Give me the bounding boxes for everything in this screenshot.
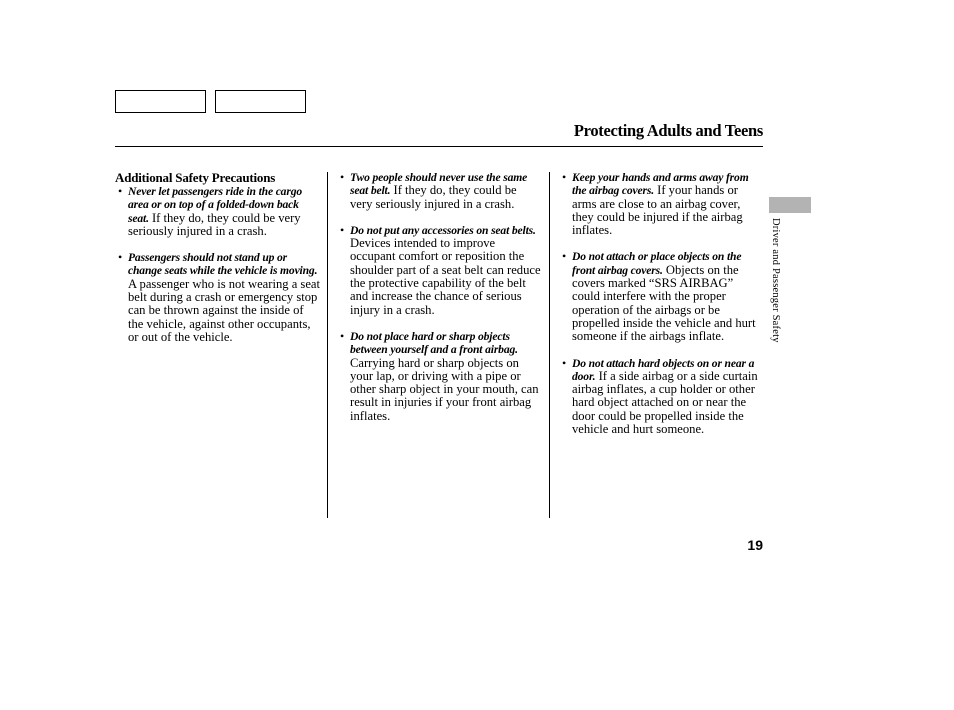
page-number: 19	[747, 537, 763, 553]
item-lead: Do not attach or place objects on the front airbag covers.	[572, 250, 742, 277]
item-lead: Do not attach hard objects on or near a door.	[572, 356, 755, 383]
item-lead: Two people should never use the same seat belt.	[350, 171, 528, 198]
item-text: If they do, they could be very seriously injured in a crash.	[350, 183, 517, 211]
item-text: If your hands or arms are close to an airbag cover, they could be injured if the airbag inflates.	[572, 183, 743, 238]
column-2	[337, 171, 542, 423]
nav-button-main-menu[interactable]	[115, 90, 206, 113]
list-item	[559, 357, 764, 437]
item-text: Devices intended to improve occupant comfort or reposition the shoulder part of a seat belt can reduce the protective capability of the belt and increase the chance of serious injury in a crash.	[350, 236, 541, 317]
item-lead: Never let passengers ride in the cargo area or on top of a folded-down back seat.	[128, 185, 302, 225]
item-lead: Passengers should not stand up or change seats while the vehicle is moving.	[128, 251, 318, 278]
column-3	[559, 171, 764, 436]
section-tab[interactable]	[769, 197, 811, 213]
bullet-icon: •	[340, 170, 345, 184]
list-item	[337, 171, 542, 211]
item-text: If they do, they could be very seriously injured in a crash.	[128, 210, 301, 238]
column-1	[115, 171, 320, 344]
bullet-icon: •	[340, 328, 345, 343]
list-item	[115, 185, 320, 238]
item-lead: Do not put any accessories on seat belts.	[350, 223, 536, 237]
page-title: Protecting Adults and Teens	[573, 121, 763, 140]
header-divider	[115, 146, 763, 147]
item-text: A passenger who is not wearing a seat belt during a crash or emergency stop can be thrown against the inside of the vehicle, against other occupants, or out of the vehicle.	[128, 276, 321, 344]
item-lead: Do not place hard or sharp objects between yourself and a front airbag.	[350, 329, 518, 357]
item-text: Objects on the covers marked “SRS AIRBAG” could interfere with the proper operation of the airbags or be propelled inside the vehicle and hurt someone if the airbags inflate.	[572, 262, 756, 344]
bullet-icon: •	[118, 184, 123, 198]
bullet-icon: •	[562, 355, 567, 370]
list-item	[337, 224, 542, 317]
item-lead: Keep your hands and arms away from the airbag covers.	[572, 171, 749, 198]
section-heading: Additional Safety Precautions	[115, 170, 276, 185]
list-item	[559, 171, 764, 237]
item-text: If a side airbag or a side curtain airbag inflates, a cup holder or other hard object attached on or near the door could be propelled inside the vehicle and hurt someone.	[572, 368, 758, 437]
item-text: Carrying hard or sharp objects on your lap, or driving with a pipe or other sharp object in your mouth, can result in injuries if your front airbag inflates.	[350, 355, 539, 423]
list-item	[559, 250, 764, 343]
bullet-icon: •	[340, 222, 345, 237]
nav-button-index[interactable]	[215, 90, 306, 113]
list-item	[337, 330, 542, 423]
bullet-icon: •	[562, 249, 567, 264]
column-divider	[327, 172, 328, 518]
section-label: Driver and Passenger Safety	[770, 218, 781, 343]
bullet-icon: •	[562, 170, 567, 184]
bullet-icon: •	[118, 250, 123, 265]
column-divider	[549, 172, 550, 518]
list-item	[115, 251, 320, 344]
